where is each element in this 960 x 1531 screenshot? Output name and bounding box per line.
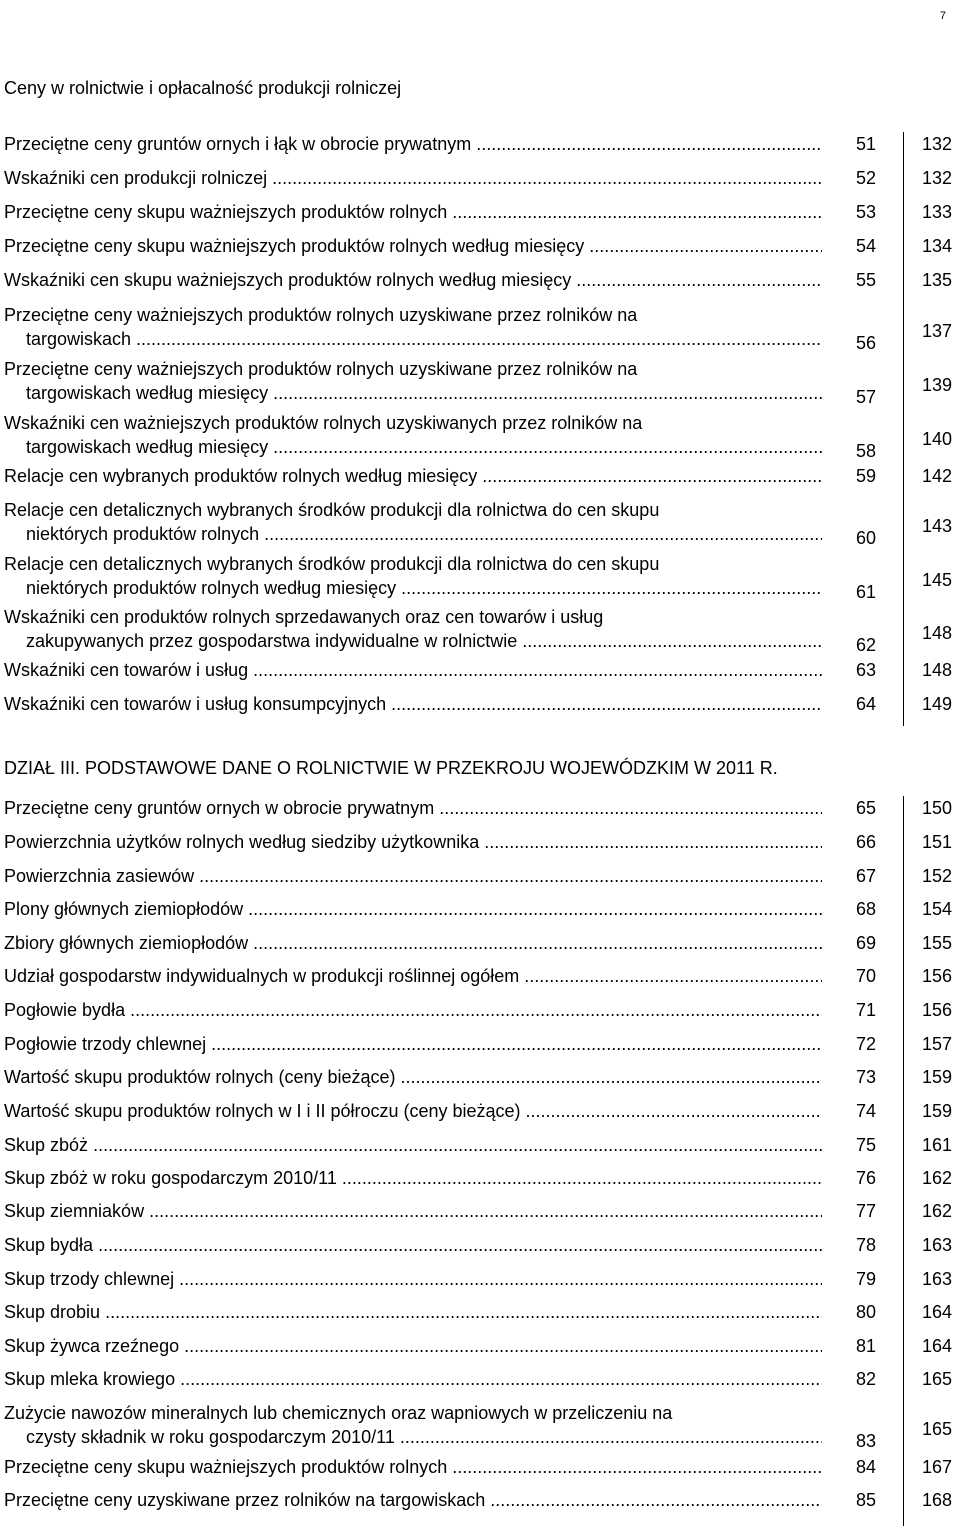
toc-entry-title: czysty składnik w roku gospodarczym 2010/11 .....: [26, 1425, 822, 1449]
toc-entry-title: targowiskach .....: [26, 327, 822, 351]
toc-entry[interactable]: [0, 1199, 960, 1223]
toc-entry-title: Przeciętne ceny gruntów ornych i łąk w obrocie prywatnym .....: [4, 132, 822, 156]
page-ref: 143: [921, 516, 952, 536]
table-number: 66: [855, 832, 876, 852]
toc-entry-title: Przeciętne ceny ważniejszych produktów rolnych uzyskiwane przez rolników na: [4, 359, 638, 379]
toc-entry[interactable]: [0, 964, 960, 988]
table-number: 60: [855, 528, 876, 548]
toc-entry-title: Skup zbóż .....: [4, 1133, 822, 1157]
table-number: 80: [855, 1302, 876, 1322]
table-number: 65: [855, 798, 876, 818]
toc-entry[interactable]: [0, 552, 960, 600]
toc-entry-title: Skup mleka krowiego .....: [4, 1367, 822, 1391]
table-number: 70: [855, 966, 876, 986]
toc-entry[interactable]: [0, 692, 960, 716]
page-ref: 140: [921, 429, 952, 449]
page-ref: 135: [921, 270, 952, 290]
toc-entry[interactable]: [0, 411, 960, 459]
table-number: 77: [855, 1201, 876, 1221]
toc-entry[interactable]: [0, 1099, 960, 1123]
toc-entry[interactable]: [0, 268, 960, 292]
page-ref: 162: [921, 1201, 952, 1221]
toc-entry-title: Przeciętne ceny skupu ważniejszych produktów rolnych .....: [4, 1455, 822, 1479]
toc-entry-title: Relacje cen detalicznych wybranych środków produkcji dla rolnictwa do cen skupu: [4, 500, 660, 520]
toc-entry-title: Wartość skupu produktów rolnych w I i II półroczu (ceny bieżące) .....: [4, 1099, 822, 1123]
toc-entry[interactable]: [0, 132, 960, 156]
page-number: 7: [939, 10, 946, 22]
table-number: 63: [855, 660, 876, 680]
toc-entry-title: targowiskach według miesięcy .....: [26, 381, 822, 405]
table-number: 79: [855, 1269, 876, 1289]
toc-entry[interactable]: [0, 1133, 960, 1157]
page-ref: 137: [921, 321, 952, 341]
page-ref: 132: [921, 134, 952, 154]
table-number: 58: [855, 441, 876, 461]
page-ref: 139: [921, 375, 952, 395]
toc-entry-title: Zbiory głównych ziemiopłodów .....: [4, 931, 822, 955]
toc-entry-title: Plony głównych ziemiopłodów .....: [4, 897, 822, 921]
toc-entry-title: Skup drobiu .....: [4, 1300, 822, 1324]
toc-entry[interactable]: [0, 658, 960, 682]
toc-entry[interactable]: [0, 200, 960, 224]
toc-entry[interactable]: [0, 605, 960, 653]
toc-entry-title: Wartość skupu produktów rolnych (ceny bieżące) .....: [4, 1065, 822, 1089]
toc-entry[interactable]: [0, 1488, 960, 1512]
toc-entry[interactable]: [0, 1233, 960, 1257]
toc-entry[interactable]: [0, 1401, 960, 1449]
table-number: 55: [855, 270, 876, 290]
toc-entry-title: Przeciętne ceny uzyskiwane przez rolników na targowiskach .....: [4, 1488, 822, 1512]
page-ref: 156: [921, 966, 952, 986]
table-number: 74: [855, 1101, 876, 1121]
column-divider: [903, 796, 904, 1526]
toc-entry[interactable]: [0, 303, 960, 351]
toc-entry[interactable]: [0, 1455, 960, 1479]
toc-entry-title: zakupywanych przez gospodarstwa indywidualne w rolnictwie .....: [26, 629, 822, 653]
table-number: 57: [855, 387, 876, 407]
toc-entry-title: Pogłowie bydła .....: [4, 998, 822, 1022]
page-ref: 142: [921, 466, 952, 486]
table-number: 73: [855, 1067, 876, 1087]
table-number: 59: [855, 466, 876, 486]
toc-entry-title: Udział gospodarstw indywidualnych w produkcji roślinnej ogółem .....: [4, 964, 822, 988]
table-number: 51: [855, 134, 876, 154]
toc-entry-title: Relacje cen wybranych produktów rolnych według miesięcy .....: [4, 464, 822, 488]
page-ref: 145: [921, 570, 952, 590]
toc-entry-title: Wskaźniki cen ważniejszych produktów rolnych uzyskiwanych przez rolników na: [4, 413, 643, 433]
page-ref: 161: [921, 1135, 952, 1155]
table-number: 68: [855, 899, 876, 919]
toc-entry-title: Przeciętne ceny gruntów ornych w obrocie prywatnym .....: [4, 796, 822, 820]
page-ref: 148: [921, 623, 952, 643]
toc-entry-title: Zużycie nawozów mineralnych lub chemicznych oraz wapniowych w przeliczeniu na: [4, 1403, 673, 1423]
toc-entry-title: Przeciętne ceny skupu ważniejszych produktów rolnych według miesięcy .....: [4, 234, 822, 258]
table-number: 81: [855, 1336, 876, 1356]
toc-entry-title: niektórych produktów rolnych według miesięcy .....: [26, 576, 822, 600]
page-ref: 134: [921, 236, 952, 256]
table-number: 67: [855, 866, 876, 886]
toc-entry[interactable]: [0, 998, 960, 1022]
toc-entry[interactable]: [0, 1367, 960, 1391]
section-title: Ceny w rolnictwie i opłacalność produkcji rolniczej: [4, 78, 402, 98]
table-number: 69: [855, 933, 876, 953]
table-number: 61: [855, 582, 876, 602]
toc-entry-title: Skup trzody chlewnej .....: [4, 1267, 822, 1291]
toc-entry-title: Przeciętne ceny skupu ważniejszych produktów rolnych .....: [4, 200, 822, 224]
toc-entry-title: niektórych produktów rolnych .....: [26, 522, 822, 546]
toc-entry-title: Relacje cen detalicznych wybranych środków produkcji dla rolnictwa do cen skupu: [4, 554, 660, 574]
table-number: 56: [855, 333, 876, 353]
toc-entry[interactable]: [0, 1065, 960, 1089]
page-ref: 156: [921, 1000, 952, 1020]
table-number: 84: [855, 1457, 876, 1477]
page-ref: 168: [921, 1490, 952, 1510]
table-number: 85: [855, 1490, 876, 1510]
toc-entry[interactable]: [0, 864, 960, 888]
section-title: DZIAŁ III. PODSTAWOWE DANE O ROLNICTWIE W PRZEKROJU WOJEWÓDZKIM W 2011 R.: [4, 758, 778, 778]
toc-entry[interactable]: [0, 897, 960, 921]
toc-entry-title: Skup bydła .....: [4, 1233, 822, 1257]
toc-entry[interactable]: [0, 1267, 960, 1291]
toc-entry-title: Wskaźniki cen skupu ważniejszych produktów rolnych według miesięcy .....: [4, 268, 822, 292]
page-ref: 132: [921, 168, 952, 188]
toc-entry-title: Wskaźniki cen towarów i usług .....: [4, 658, 822, 682]
table-number: 75: [855, 1135, 876, 1155]
page-ref: 165: [921, 1419, 952, 1439]
table-number: 54: [855, 236, 876, 256]
table-number: 82: [855, 1369, 876, 1389]
toc-entry[interactable]: [0, 830, 960, 854]
toc-entry-title: targowiskach według miesięcy .....: [26, 435, 822, 459]
page-ref: 149: [921, 694, 952, 714]
page-ref: 163: [921, 1235, 952, 1255]
page-ref: 167: [921, 1457, 952, 1477]
page-ref: 152: [921, 866, 952, 886]
toc-entry[interactable]: [0, 1334, 960, 1358]
page-ref: 159: [921, 1101, 952, 1121]
page-ref: 159: [921, 1067, 952, 1087]
table-number: 72: [855, 1034, 876, 1054]
toc-entry[interactable]: [0, 498, 960, 546]
page-ref: 157: [921, 1034, 952, 1054]
table-number: 52: [855, 168, 876, 188]
toc-entry-title: Wskaźniki cen towarów i usług konsumpcyjnych .....: [4, 692, 822, 716]
toc-entry-title: Przeciętne ceny ważniejszych produktów rolnych uzyskiwane przez rolników na: [4, 305, 638, 325]
table-number: 76: [855, 1168, 876, 1188]
toc-entry-title: Wskaźniki cen produktów rolnych sprzedawanych oraz cen towarów i usług: [4, 607, 604, 627]
page-ref: 133: [921, 202, 952, 222]
table-number: 83: [855, 1431, 876, 1451]
toc-entry[interactable]: [0, 931, 960, 955]
table-number: 62: [855, 635, 876, 655]
table-number: 53: [855, 202, 876, 222]
toc-entry[interactable]: [0, 1032, 960, 1056]
toc-entry-title: Skup ziemniaków .....: [4, 1199, 822, 1223]
toc-entry-title: Powierzchnia zasiewów .....: [4, 864, 822, 888]
page-ref: 154: [921, 899, 952, 919]
page-ref: 151: [921, 832, 952, 852]
page-ref: 164: [921, 1302, 952, 1322]
toc-entry[interactable]: [0, 234, 960, 258]
page-ref: 162: [921, 1168, 952, 1188]
page-ref: 164: [921, 1336, 952, 1356]
toc-entry-title: Powierzchnia użytków rolnych według siedziby użytkownika .....: [4, 830, 822, 854]
toc-entry-title: Pogłowie trzody chlewnej .....: [4, 1032, 822, 1056]
column-divider: [903, 132, 904, 726]
page-ref: 165: [921, 1369, 952, 1389]
toc-entry[interactable]: [0, 796, 960, 820]
toc-entry[interactable]: [0, 166, 960, 190]
toc-entry[interactable]: [0, 1166, 960, 1190]
toc-entry[interactable]: [0, 1300, 960, 1324]
table-number: 71: [855, 1000, 876, 1020]
toc-entry-title: Wskaźniki cen produkcji rolniczej .....: [4, 166, 822, 190]
toc-entry-title: Skup zbóż w roku gospodarczym 2010/11 .....: [4, 1166, 822, 1190]
page-ref: 150: [921, 798, 952, 818]
table-number: 64: [855, 694, 876, 714]
page-ref: 148: [921, 660, 952, 680]
page-ref: 155: [921, 933, 952, 953]
page-ref: 163: [921, 1269, 952, 1289]
toc-entry[interactable]: [0, 357, 960, 405]
toc-entry[interactable]: [0, 464, 960, 488]
table-number: 78: [855, 1235, 876, 1255]
toc-entry-title: Skup żywca rzeźnego .....: [4, 1334, 822, 1358]
